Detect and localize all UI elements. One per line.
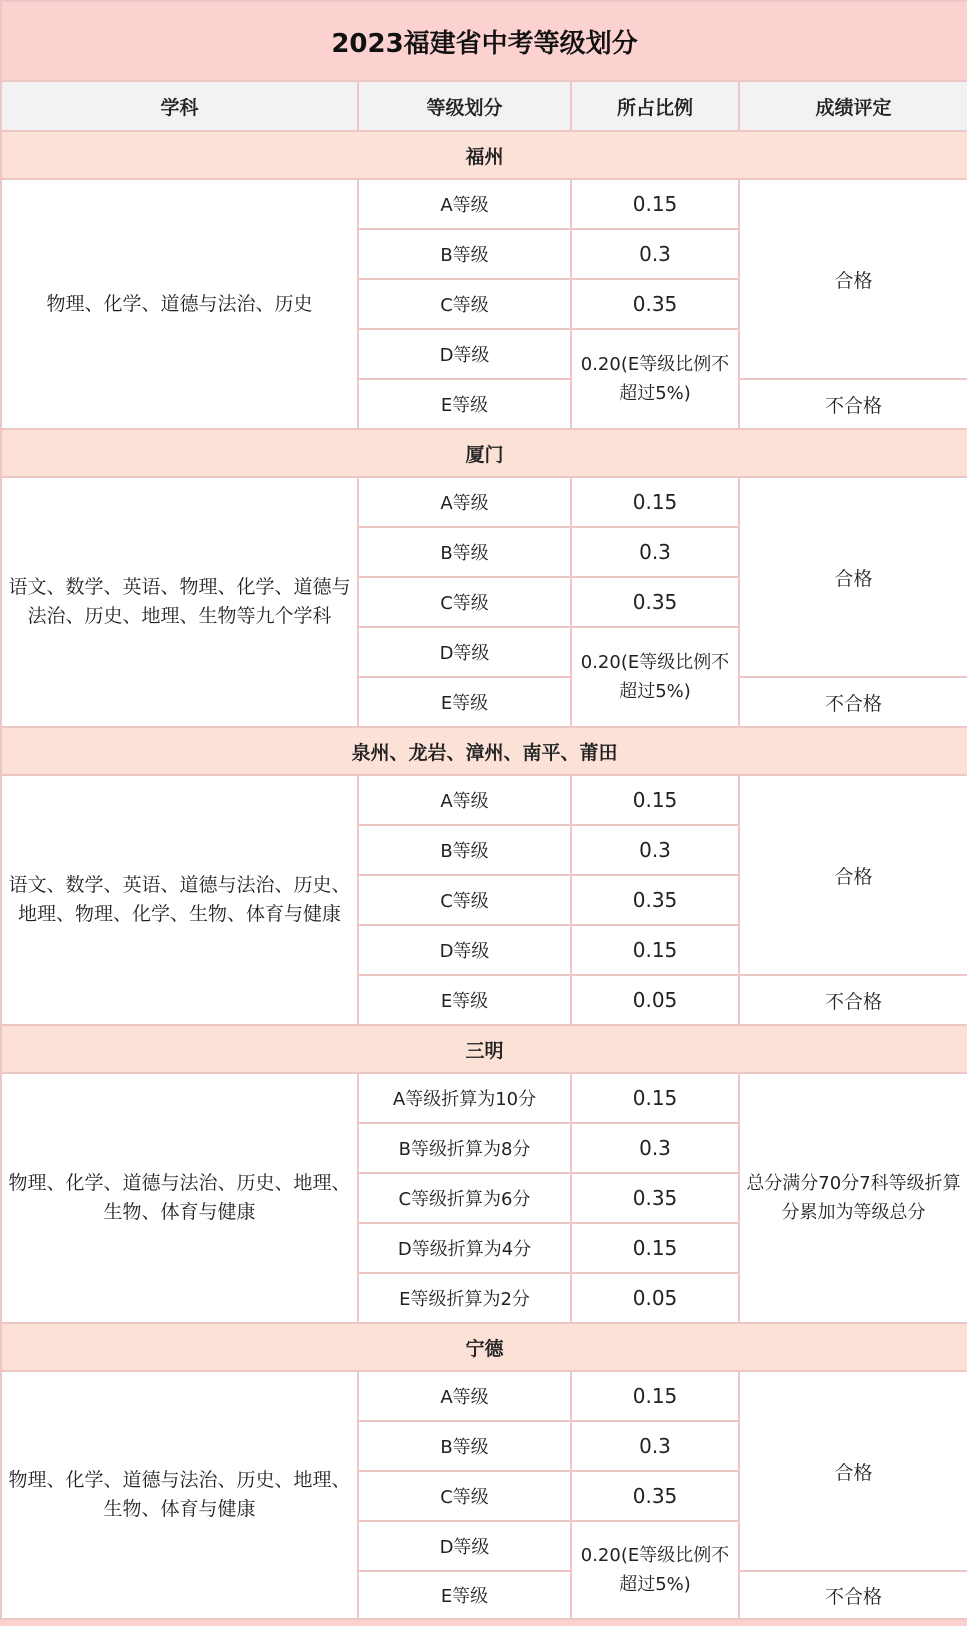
pass-cell: 合格: [739, 775, 967, 975]
grade-cell: C等级: [358, 1471, 571, 1521]
fail-cell: 不合格: [739, 975, 967, 1025]
grade-cell: C等级折算为6分: [358, 1173, 571, 1223]
ratio-cell: 0.35: [571, 1173, 739, 1223]
ratio-cell: 0.35: [571, 279, 739, 329]
bottom-border-strip: [0, 1620, 967, 1626]
grade-cell: B等级折算为8分: [358, 1123, 571, 1173]
merged-ratio-cell: 0.20(E等级比例不超过5%): [571, 329, 739, 429]
fail-cell: 不合格: [739, 1571, 967, 1619]
ratio-cell: 0.15: [571, 1073, 739, 1123]
ratio-cell: 0.3: [571, 825, 739, 875]
table-title: 2023福建省中考等级划分: [1, 1, 967, 81]
grade-cell: D等级: [358, 329, 571, 379]
grade-cell: A等级: [358, 1371, 571, 1421]
ratio-cell: 0.3: [571, 527, 739, 577]
grade-cell: C等级: [358, 875, 571, 925]
pass-cell: 合格: [739, 477, 967, 677]
region-row-sanming: [1, 1025, 967, 1073]
grade-cell: B等级: [358, 229, 571, 279]
fail-cell: 不合格: [739, 677, 967, 727]
ratio-cell: 0.15: [571, 477, 739, 527]
header-ratio: 所占比例: [571, 81, 739, 131]
region-name: 泉州、龙岩、漳州、南平、莆田: [1, 727, 967, 775]
grade-cell: B等级: [358, 527, 571, 577]
table-row: [1, 1371, 967, 1421]
table-row: [1, 477, 967, 527]
grade-cell: D等级: [358, 1521, 571, 1571]
subjects-cell: 物理、化学、道德与法治、历史: [1, 179, 358, 429]
grade-cell: D等级: [358, 925, 571, 975]
ratio-cell: 0.35: [571, 875, 739, 925]
subjects-cell: 语文、数学、英语、道德与法治、历史、地理、物理、化学、生物、体育与健康: [1, 775, 358, 1025]
merged-ratio-cell: 0.20(E等级比例不超过5%): [571, 1521, 739, 1619]
ratio-cell: 0.3: [571, 1421, 739, 1471]
ratio-cell: 0.15: [571, 1223, 739, 1273]
region-name: 厦门: [1, 429, 967, 477]
header-grade: 等级划分: [358, 81, 571, 131]
region-name: 三明: [1, 1025, 967, 1073]
table-row: [1, 1073, 967, 1123]
ratio-cell: 0.35: [571, 1471, 739, 1521]
grade-cell: C等级: [358, 577, 571, 627]
grade-cell: C等级: [358, 279, 571, 329]
region-row-ningde: [1, 1323, 967, 1371]
grade-cell: A等级: [358, 477, 571, 527]
grade-cell: E等级: [358, 379, 571, 429]
ratio-cell: 0.15: [571, 775, 739, 825]
grade-cell: A等级折算为10分: [358, 1073, 571, 1123]
fail-cell: 不合格: [739, 379, 967, 429]
ratio-cell: 0.35: [571, 577, 739, 627]
grade-cell: E等级折算为2分: [358, 1273, 571, 1323]
header-subject: 学科: [1, 81, 358, 131]
title-row: [1, 1, 967, 81]
ratio-cell: 0.05: [571, 975, 739, 1025]
ratio-cell: 0.15: [571, 1371, 739, 1421]
region-row-xiamen: [1, 429, 967, 477]
table-row: [1, 775, 967, 825]
grade-cell: B等级: [358, 825, 571, 875]
region-name: 宁德: [1, 1323, 967, 1371]
subjects-cell: 物理、化学、道德与法治、历史、地理、生物、体育与健康: [1, 1073, 358, 1323]
grade-cell: B等级: [358, 1421, 571, 1471]
ratio-cell: 0.15: [571, 179, 739, 229]
grade-cell: A等级: [358, 179, 571, 229]
score-note-cell: 总分满分70分7科等级折算分累加为等级总分: [739, 1073, 967, 1323]
ratio-cell: 0.15: [571, 925, 739, 975]
ratio-cell: 0.05: [571, 1273, 739, 1323]
table-row: [1, 179, 967, 229]
ratio-cell: 0.3: [571, 1123, 739, 1173]
region-row-fuzhou: [1, 131, 967, 179]
header-result: 成绩评定: [739, 81, 967, 131]
merged-ratio-cell: 0.20(E等级比例不超过5%): [571, 627, 739, 727]
ratio-cell: 0.3: [571, 229, 739, 279]
grade-cell: E等级: [358, 975, 571, 1025]
pass-cell: 合格: [739, 1371, 967, 1571]
region-name: 福州: [1, 131, 967, 179]
region-row-quanzhou-group: [1, 727, 967, 775]
grade-cell: D等级折算为4分: [358, 1223, 571, 1273]
pass-cell: 合格: [739, 179, 967, 379]
subjects-cell: 物理、化学、道德与法治、历史、地理、生物、体育与健康: [1, 1371, 358, 1619]
grade-cell: A等级: [358, 775, 571, 825]
header-row: [1, 81, 967, 131]
grade-cell: E等级: [358, 677, 571, 727]
grade-cell: E等级: [358, 1571, 571, 1619]
subjects-cell: 语文、数学、英语、物理、化学、道德与法治、历史、地理、生物等九个学科: [1, 477, 358, 727]
grade-cell: D等级: [358, 627, 571, 677]
